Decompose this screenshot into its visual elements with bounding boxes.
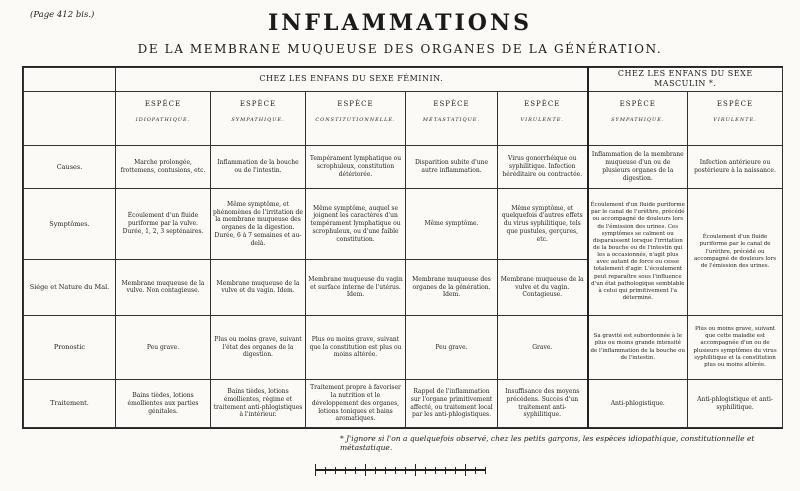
table-cell: Virus gonorrhéique ou syphilitique. Infection héréditaire ou contractée. (498, 145, 588, 189)
column-species-name: SYMPATHIQUE. (231, 116, 285, 123)
row-label: Symptômes. (24, 189, 116, 260)
table-cell: Tempérament lymphatique ou scrophuleux, constitution détériorée. (306, 145, 406, 189)
row-label: Causes. (24, 145, 116, 189)
column-header-3 (406, 91, 498, 145)
table-cell: Grave. (498, 315, 588, 379)
inflammation-table-frame (22, 66, 783, 429)
scale-tick (465, 464, 466, 476)
column-header-2 (306, 91, 406, 145)
table-cell: Rappel de l'inflammation sur l'organe primitivement affecté, ou traitement local par les anti-phlogistiques. (406, 380, 498, 428)
scale-tick (395, 467, 396, 474)
scale-tick (455, 467, 456, 474)
column-species-name: MÉTASTATIQUE. (422, 116, 481, 123)
scale-tick (485, 467, 486, 474)
table-row (24, 145, 783, 189)
table-body (24, 145, 783, 427)
table-cell: Membrane muqueuse des organes de la génération. Idem. (406, 259, 498, 315)
column-species-name: VIRULENTE. (713, 116, 757, 123)
table-cell: Bains tièdes, lotions émollientes aux parties génitales. (116, 380, 211, 428)
table-cell: Peu grave. (406, 315, 498, 379)
scale-tick (375, 467, 376, 474)
table-cell: Membrane muqueuse de la vulve et du vagin. Contagieuse. (498, 259, 588, 315)
column-espece-label: ESPÈCE (144, 99, 182, 108)
scale-tick (325, 467, 326, 474)
column-espece-label: ESPÈCE (524, 99, 561, 108)
footnote: * J'ignore si l'on a quelquefois observé, chez les petits garçons, les espèces idiopathique, constitutionnelle et métastatique. (340, 434, 755, 452)
scale-tick (365, 464, 366, 476)
table-cell: Inflammation de la membrane muqueuse d'un ou de plusieurs organes de la digestion. (588, 145, 688, 189)
row-label: Siége et Nature du Mal. (24, 259, 116, 315)
female-group-header: CHEZ LES ENFANS DU SEXE FÉMININ. (116, 68, 588, 92)
table-cell: Plus ou moins grave, suivant que la constitution est plus ou moins altérée. (306, 315, 406, 379)
table-cell: Membrane muqueuse du vagin et surface interne de l'utérus. Idem. (306, 259, 406, 315)
scale-tick (405, 467, 406, 474)
scale-tick (315, 464, 316, 476)
column-species-name: CONSTITUTIONNELLE. (315, 116, 396, 123)
table-cell: Anti-phlogistique et anti-syphilitique. (688, 380, 783, 428)
column-header-0 (116, 91, 211, 145)
table-cell: Peu grave. (116, 315, 211, 379)
scale-tick (425, 467, 426, 474)
male-group-header: CHEZ LES ENFANS DU SEXE MASCULIN *. (588, 68, 783, 92)
row-label-header (24, 91, 116, 145)
table-cell: Écoulement d'un fluide puriforme par le canal de l'urèthre, précédé ou accompagné de douleurs lors de l'émission des urines. Ces symptômes se calment ou disparaissent lorsque l'irritation de la bouche ou de l'intestin qui les a occasionnés, n'agit plus avec autant de force ou cesse totalement d'agir. L'écoulement peut reparaître sous l'influence d'un état pathologique semblable à celui qui primitivement l'a déterminé. (588, 189, 688, 316)
table-cell: Membrane muqueuse de la vulve. Non contagieuse. (116, 259, 211, 315)
column-header-1 (211, 91, 306, 145)
page-title: INFLAMMATIONS (268, 10, 532, 36)
scale-tick (345, 467, 346, 474)
scale-tick (355, 467, 356, 474)
column-espece-label: ESPÈCE (433, 99, 470, 108)
page-reference: (Page 412 bis.) (30, 10, 95, 20)
column-header-5 (588, 91, 688, 145)
table-cell: Disparition subite d'une autre inflammation. (406, 145, 498, 189)
column-species-name: VIRULENTE. (520, 116, 564, 123)
table-cell: Même symptôme. (406, 189, 498, 260)
table-row (24, 315, 783, 379)
column-species-name: IDIOPATHIQUE. (135, 116, 191, 123)
page-subtitle: DE LA MEMBRANE MUQUEUSE DES ORGANES DE LA GÉNÉRATION. (137, 42, 663, 56)
column-espece-label: ESPÈCE (337, 99, 374, 108)
column-espece-label: ESPÈCE (716, 99, 754, 108)
inflammation-table (23, 67, 783, 428)
table-cell: Écoulement d'un fluide puriforme par le canal de l'urèthre, précédé ou accompagné de douleurs lors de l'émission des urines. (688, 189, 783, 316)
table-cell: Inflammation de la bouche ou de l'intestin. (211, 145, 306, 189)
table-cell: Membrane muqueuse de la vulve et du vagin. Idem. (211, 259, 306, 315)
row-label: Traitement. (24, 380, 116, 428)
table-cell: Anti-phlogistique. (588, 380, 688, 428)
column-header-6 (688, 91, 783, 145)
table-cell: Même symptôme, et quelquefois d'autres effets du virus syphilitique, tels que pustules, gerçures, etc. (498, 189, 588, 260)
table-row (24, 380, 783, 428)
table-cell: Même symptôme, et phénomènes de l'irritation de la membrane muqueuse des organes de la digestion. Durée, 6 à 7 semaines et au-delà. (211, 189, 306, 260)
scale-tick (335, 467, 336, 474)
scale-bar-line (315, 469, 485, 471)
table-row (24, 189, 783, 260)
scale-tick (475, 467, 476, 474)
scale-tick (415, 464, 416, 476)
group-header-row (24, 68, 783, 92)
table-cell: Écoulement d'un fluide puriforme par la vulve. Durée, 1, 2, 3 septénaires. (116, 189, 211, 260)
table-cell: Plus ou moins grave, suivant que cette maladie est accompagnée d'un ou de plusieurs symptômes du virus syphilitique et la constitution plus ou moins altérée. (688, 315, 783, 379)
corner-cell (24, 68, 116, 92)
table-cell: Insuffisance des moyens précédens. Succès d'un traitement anti-syphilitique. (498, 380, 588, 428)
table-cell: Traitement propre à favoriser la nutrition et le développement des organes, lotions toniques et bains aromatiques. (306, 380, 406, 428)
column-espece-label: ESPÈCE (239, 99, 277, 108)
column-header-4 (498, 91, 588, 145)
row-label: Pronostic (24, 315, 116, 379)
table-cell: Infection antérieure ou postérieure à la naissance. (688, 145, 783, 189)
table-cell: Marche prolongée, frottemens, contusions, etc. (116, 145, 211, 189)
scale-tick (385, 467, 386, 474)
table-cell: Sa gravité est subordonnée à le plus ou moins grande intensité de l'inflammation de la bouche ou de l'intestin. (588, 315, 688, 379)
column-espece-label: ESPÈCE (619, 99, 656, 108)
scale-tick (435, 467, 436, 474)
table-cell: Plus ou moins grave, suivant l'état des organes de la digestion. (211, 315, 306, 379)
scale-tick (445, 467, 446, 474)
table-cell: Même symptôme, auquel se joignent les caractères d'un tempérament lymphatique ou scrophuleux, ou d'une faible constitution. (306, 189, 406, 260)
scale-bar (315, 464, 485, 476)
espece-header-row (24, 91, 783, 145)
column-species-name: SYMPATHIQUE. (611, 116, 665, 123)
table-cell: Bains tièdes, lotions émollientes, régime et traitement anti-phlogistiques à l'intérieur. (211, 380, 306, 428)
